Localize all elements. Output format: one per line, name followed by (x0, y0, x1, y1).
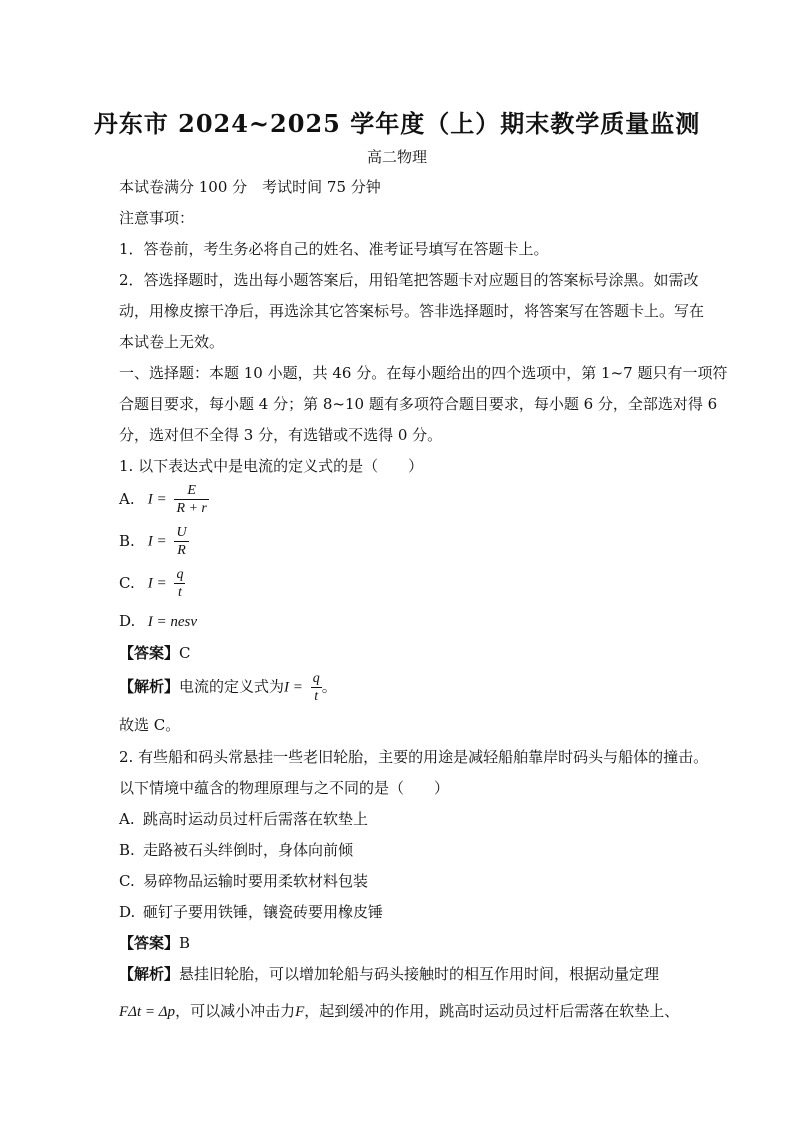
analysis-text: ，起到缓冲的作用，跳高时运动员过杆后需落在软垫上、 (304, 1002, 680, 1020)
fraction (174, 524, 188, 559)
question-2-stem-line-1: 2. 有些船和码头常悬挂一些老旧轮胎，主要的用途是减轻船舶靠岸时码头与船体的撞击。 (119, 748, 709, 766)
variable-f: F (295, 1004, 305, 1020)
option-letter: C. (119, 872, 135, 890)
exam-title: 丹东市 2024~2025 学年度（上）期末教学质量监测 (93, 109, 701, 138)
fraction-numerator: E (174, 482, 208, 500)
exam-subject: 高二物理 (366, 148, 427, 166)
formula-lhs: I = (284, 679, 303, 696)
notice-heading: 注意事项： (119, 209, 195, 227)
section-1-instructions-line-2: 合题目要求，每小题 4 分；第 8~10 题有多项符合题目要求，每小题 6 分，全部选对得 6 (119, 395, 718, 413)
question-2-option-a (119, 809, 368, 829)
question-1-analysis (119, 670, 337, 705)
formula-lhs: I = (147, 575, 167, 592)
fraction-numerator: q (312, 671, 320, 686)
formula: I = nesv (147, 614, 198, 630)
fraction-denominator: R (177, 543, 186, 558)
question-2-analysis-line-1 (119, 964, 659, 984)
question-1-option-b (119, 524, 189, 559)
answer-value: C (179, 644, 191, 662)
option-letter: D. (119, 903, 136, 921)
option-text: 跳高时运动员过杆后需落在软垫上 (143, 810, 369, 828)
answer-label: 【答案】 (119, 934, 180, 952)
fraction (174, 566, 185, 601)
analysis-text: 悬挂旧轮胎，可以增加轮船与码头接触时的相互作用时间，根据动量定理 (179, 965, 660, 983)
option-letter: A. (119, 489, 135, 508)
analysis-text: 电流的定义式为 (179, 677, 285, 696)
analysis-label: 【解析】 (119, 677, 180, 696)
notice-item-2-line-3: 本试卷上无效。 (119, 333, 225, 351)
question-2-stem-line-2: 以下情境中蕴含的物理原理与之不同的是（ ） (119, 779, 450, 797)
analysis-label: 【解析】 (119, 965, 180, 983)
question-1-conclusion: 故选 C。 (119, 716, 181, 734)
answer-label: 【答案】 (119, 644, 180, 662)
question-1-answer (119, 643, 191, 663)
question-2-option-b (119, 840, 353, 860)
notice-item-2-line-2: 动，用橡皮擦干净后，再选涂其它答案标号。答非选择题时，将答案写在答题卡上。写在 (119, 302, 705, 320)
analysis-text: ，可以减小冲击力 (175, 1002, 296, 1020)
fraction-denominator: t (314, 689, 319, 704)
analysis-end: 。 (321, 677, 337, 696)
question-1-option-d (119, 611, 197, 632)
question-2-answer (119, 933, 190, 953)
option-letter: B. (119, 531, 135, 550)
section-1-instructions-line-3: 分，选对但不全得 3 分，有选错或不选得 0 分。 (119, 426, 443, 444)
option-letter: B. (119, 841, 135, 859)
fraction-numerator: q (176, 567, 184, 582)
question-1-option-a (119, 482, 209, 517)
question-2-option-c (119, 871, 368, 891)
question-2-option-d (119, 902, 383, 922)
formula: FΔt = Δp (119, 1004, 176, 1020)
option-letter: C. (119, 573, 135, 592)
fraction (174, 482, 208, 517)
notice-item-1: 1．答卷前，考生务必将自己的姓名、准考证号填写在答题卡上。 (119, 240, 549, 258)
question-1-stem: 1. 以下表达式中是电流的定义式的是（ ） (119, 457, 424, 475)
section-1-instructions-line-1: 一、选择题：本题 10 小题，共 46 分。在每小题给出的四个选项中，第 1~7 题只有一项符 (119, 364, 728, 382)
notice-item-2-line-1: 2．答选择题时，选出每小题答案后，用铅笔把答题卡对应题目的答案标号涂黑。如需改 (119, 271, 699, 289)
option-text: 易碎物品运输时要用柔软材料包装 (143, 872, 369, 890)
option-text: 砸钉子要用铁锤，镶瓷砖要用橡皮锤 (143, 903, 384, 921)
question-1-option-c (119, 566, 185, 601)
option-letter: A. (119, 810, 135, 828)
option-text: 走路被石头绊倒时，身体向前倾 (143, 841, 354, 859)
formula-lhs: I = (147, 491, 167, 508)
fraction-denominator: R + r (176, 501, 207, 516)
option-letter: D. (119, 612, 136, 630)
formula-lhs: I = (147, 533, 167, 550)
fraction-numerator: U (176, 525, 187, 540)
score-time-line: 本试卷满分 100 分 考试时间 75 分钟 (119, 178, 381, 196)
answer-value: B (179, 934, 191, 952)
question-2-analysis-line-2 (119, 1001, 679, 1022)
fraction (311, 670, 322, 705)
fraction-denominator: t (177, 585, 182, 600)
